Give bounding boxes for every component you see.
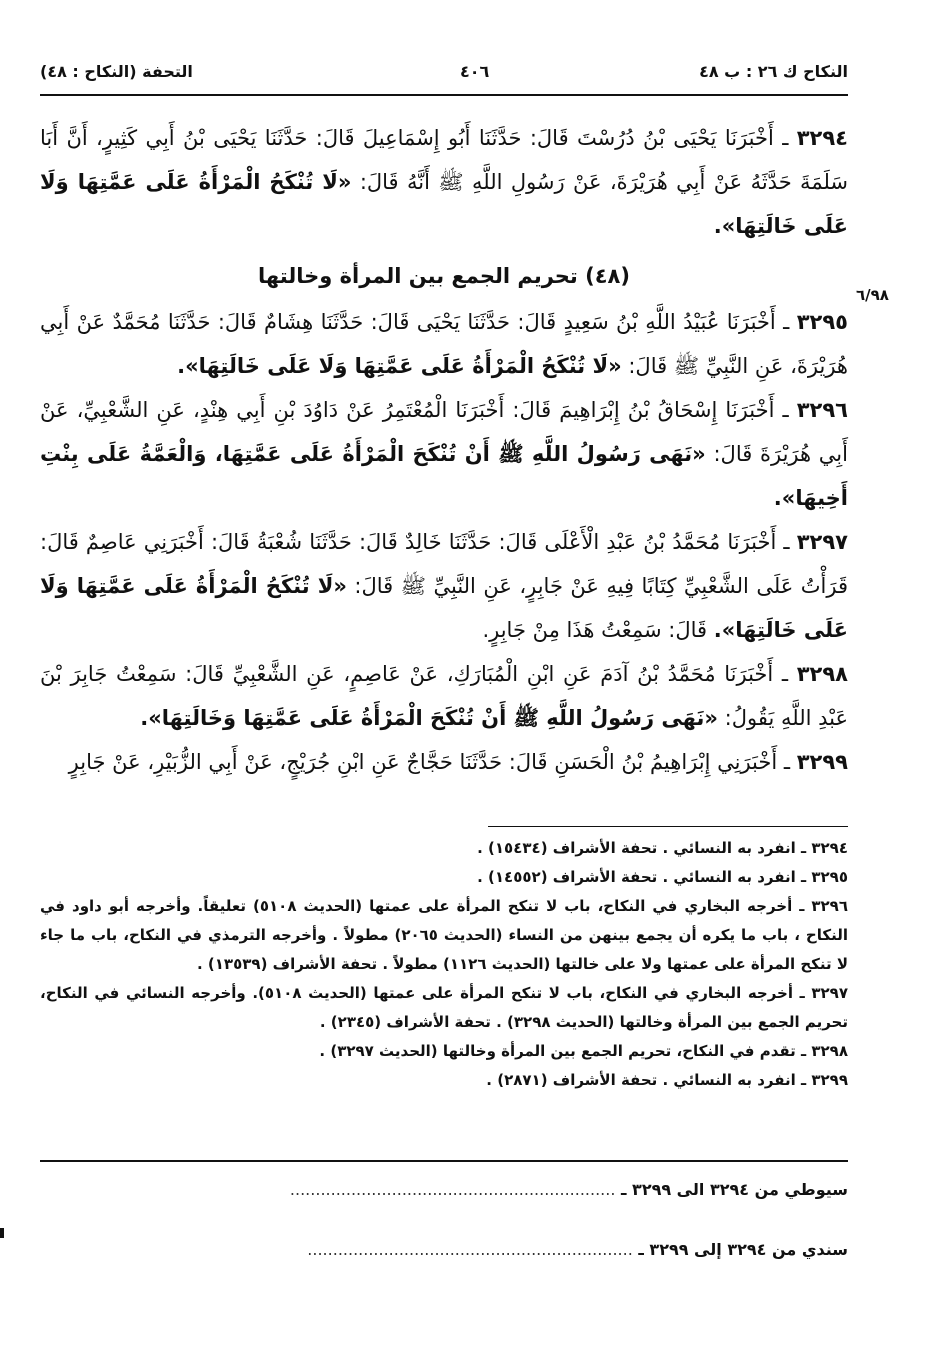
hadith-matn: «نَهَى رَسُولُ اللَّهِ ﷺ أَنْ تُنْكَحَ الْمَرْأَةُ عَلَى عَمَّتِهَا، وَالْعَمَّةُ عَلَى بِنْتِ أَخِيهَا». [40, 442, 848, 510]
hadith-number: ٣٢٩٧ [796, 530, 848, 554]
footnote: ٣٢٩٧ ـ أخرجه البخاري في النكاح، باب لا تنكح المرأة على عمتها (الحديث ٥١٠٨). وأخرجه النسائي في النكاح، تحريم الجمع بين المرأة وخالتها (الحديث ٣٢٩٨) . تحفة الأشراف (٢٣٤٥) . [40, 984, 848, 1031]
hadith-number: ٣٢٩٨ [796, 662, 848, 686]
footnote-rule [488, 826, 848, 827]
hadith-tail: قَالَ: سَمِعْتُ هَذَا مِنْ جَابِرٍ. [482, 618, 708, 642]
header-rule [40, 94, 848, 96]
hadith-sanad: أَخْبَرَنَا إِسْحَاقُ بْنُ إِبْرَاهِيمَ قَالَ: أَخْبَرَنَا الْمُعْتَمِرُ عَنْ دَاوُدَ بْنِ أَبِي هِنْدٍ، عَنِ الشَّعْبِيِّ، عَنْ أَبِي هُرَيْرَةَ قَالَ: [40, 398, 848, 466]
commentary-references [40, 1180, 848, 1300]
page-header [40, 60, 848, 88]
reference-line-suyuti [40, 1180, 848, 1208]
hadith-entry: ٣٢٩٥ ـ أَخْبَرَنَا عُبَيْدُ اللَّهِ بْنُ سَعِيدٍ قَالَ: حَدَّثَنَا يَحْيَى قَالَ: حَدَّثَنَا هِشَامٌ قَالَ: حَدَّثَنَا مُحَمَّدٌ عَنْ أَبِي هُرَيْرَةَ، عَنِ النَّبِيِّ ﷺ قَالَ: «لَا تُنْكَحُ الْمَرْأَةُ عَلَى عَمَّتِهَا وَلَا عَلَى خَالَتِهَا». [40, 310, 848, 378]
footnote: ٣٢٩٩ ـ انفرد به النسائي . تحفة الأشراف (٢٨٧١) . [486, 1071, 848, 1089]
margin-note: ٦/٩٨ [856, 286, 889, 304]
hadith-sanad: أَخْبَرَنَا مُحَمَّدُ بْنُ آدَمَ عَنِ ابْنِ الْمُبَارَكِ، عَنْ عَاصِمٍ، عَنِ الشَّعْبِيِّ قَالَ: سَمِعْتُ جَابِرَ بْنَ عَبْدِ اللَّهِ يَقُولُ: [40, 662, 848, 730]
hadith-sanad: أَخْبَرَنَا يَحْيَى بْنُ دُرُسْتَ قَالَ: حَدَّثَنَا أَبُو إِسْمَاعِيلَ قَالَ: حَدَّثَنَا يَحْيَى بْنُ أَبِي كَثِيرٍ، أَنَّ أَبَا سَلَمَةَ حَدَّثَهُ عَنْ أَبِي هُرَيْرَةَ، عَنْ رَسُولِ اللَّهِ ﷺ أَنَّهُ قَالَ: [40, 126, 849, 194]
hadith-entry: ٣٢٩٩ ـ أَخْبَرَنِي إِبْرَاهِيمُ بْنُ الْحَسَنِ قَالَ: حَدَّثَنَا حَجَّاجٌ عَنِ ابْنِ جُرَيْجٍ، عَنْ أَبِي الزُّبَيْرِ، عَنْ جَابِرٍ [68, 750, 848, 774]
reference-dots: ................................................................ [289, 1180, 616, 1199]
section-heading: (٤٨) تحريم الجمع بين المرأة وخالتها [258, 264, 630, 288]
hadith-number: ٣٢٩٩ [796, 750, 848, 774]
hadith-number: ٣٢٩٤ [796, 126, 848, 150]
header-tuhfa: التحفة (النكاح : ٤٨) [40, 62, 193, 81]
main-text [40, 116, 848, 784]
hadith-entry: ٣٢٩٤ ـ أَخْبَرَنَا يَحْيَى بْنُ دُرُسْتَ قَالَ: حَدَّثَنَا أَبُو إِسْمَاعِيلَ قَالَ: حَدَّثَنَا يَحْيَى بْنُ أَبِي كَثِيرٍ، أَنَّ أَبَا سَلَمَةَ حَدَّثَهُ عَنْ أَبِي هُرَيْرَةَ، عَنْ رَسُولِ اللَّهِ ﷺ أَنَّهُ قَالَ: «لَا تُنْكَحُ الْمَرْأَةُ عَلَى عَمَّتِهَا وَلَا عَلَى خَالَتِهَا». [40, 126, 849, 238]
reference-line-sindi [40, 1240, 848, 1268]
hadith-number: ٣٢٩٥ [796, 310, 848, 334]
page-number: ٤٠٦ [460, 62, 490, 81]
reference-label: سندي من ٣٢٩٤ إلى ٣٢٩٩ ـ [638, 1240, 848, 1259]
header-chapter: النكاح ك ٢٦ : ب ٤٨ [699, 62, 848, 81]
hadith-sanad: أَخْبَرَنِي إِبْرَاهِيمُ بْنُ الْحَسَنِ قَالَ: حَدَّثَنَا حَجَّاجٌ عَنِ ابْنِ جُرَيْجٍ، عَنْ أَبِي الزُّبَيْرِ، عَنْ جَابِرٍ [68, 750, 778, 774]
reference-label: سيوطي من ٣٢٩٤ الى ٣٢٩٩ ـ [621, 1180, 848, 1199]
hadith-sanad: أَخْبَرَنَا مُحَمَّدُ بْنُ عَبْدِ الْأَعْلَى قَالَ: حَدَّثَنَا خَالِدٌ قَالَ: حَدَّثَنَا شُعْبَةُ قَالَ: أَخْبَرَنِي عَاصِمٌ قَالَ: قَرَأْتُ عَلَى الشَّعْبِيِّ كِتَابًا فِيهِ عَنْ جَابِرٍ، عَنِ النَّبِيِّ ﷺ قَالَ: [40, 530, 848, 598]
scan-mark [0, 1228, 4, 1238]
footnote: ٣٢٩٥ ـ انفرد به النسائي . تحفة الأشراف (١٤٥٥٢) . [477, 868, 848, 886]
hadith-matn: «لَا تُنْكَحُ الْمَرْأَةُ عَلَى عَمَّتِهَا وَلَا عَلَى خَالَتِهَا». [40, 170, 848, 238]
hadith-entry: ٣٢٩٨ ـ أَخْبَرَنَا مُحَمَّدُ بْنُ آدَمَ عَنِ ابْنِ الْمُبَارَكِ، عَنْ عَاصِمٍ، عَنِ الشَّعْبِيِّ قَالَ: سَمِعْتُ جَابِرَ بْنَ عَبْدِ اللَّهِ يَقُولُ: «نَهَى رَسُولُ اللَّهِ ﷺ أَنْ تُنْكَحَ الْمَرْأَةُ عَلَى عَمَّتِهَا وَخَالَتِهَا». [40, 662, 848, 730]
footnote: ٣٢٩٦ ـ أخرجه البخاري في النكاح، باب لا تنكح المرأة على عمتها (الحديث ٥١٠٨) تعليقاً. وأخرجه أبو داود في النكاح ، باب ما يكره أن يجمع بينهن من النساء (الحديث ٢٠٦٥) مطولاً . وأخرجه الترمذي في النكاح، باب ما جاء لا تنكح المرأة على عمتها ولا على خالتها (الحديث ١١٢٦) مطولاً . تحفة الأشراف (١٣٥٣٩) . [40, 897, 848, 973]
footnote: ٣٢٩٤ ـ انفرد به النسائي . تحفة الأشراف (١٥٤٣٤) . [477, 839, 848, 857]
reference-dots: ................................................................ [307, 1240, 633, 1259]
footnotes [40, 834, 848, 1095]
bottom-rule [40, 1160, 848, 1162]
hadith-entry: ٣٢٩٦ ـ أَخْبَرَنَا إِسْحَاقُ بْنُ إِبْرَاهِيمَ قَالَ: أَخْبَرَنَا الْمُعْتَمِرُ عَنْ دَاوُدَ بْنِ أَبِي هِنْدٍ، عَنِ الشَّعْبِيِّ، عَنْ أَبِي هُرَيْرَةَ قَالَ: «نَهَى رَسُولُ اللَّهِ ﷺ أَنْ تُنْكَحَ الْمَرْأَةُ عَلَى عَمَّتِهَا، وَالْعَمَّةُ عَلَى بِنْتِ أَخِيهَا». [40, 398, 848, 510]
hadith-matn: «لَا تُنْكَحُ الْمَرْأَةُ عَلَى عَمَّتِهَا وَلَا عَلَى خَالَتِهَا». [177, 354, 622, 378]
footnote: ٣٢٩٨ ـ تقدم في النكاح، تحريم الجمع بين المرأة وخالتها (الحديث ٣٢٩٧) . [319, 1042, 848, 1060]
hadith-matn: «لَا تُنْكَحُ الْمَرْأَةُ عَلَى عَمَّتِهَا وَلَا عَلَى خَالَتِهَا». [40, 574, 848, 642]
hadith-entry: ٣٢٩٧ ـ أَخْبَرَنَا مُحَمَّدُ بْنُ عَبْدِ الْأَعْلَى قَالَ: حَدَّثَنَا خَالِدٌ قَالَ: حَدَّثَنَا شُعْبَةُ قَالَ: أَخْبَرَنِي عَاصِمٌ قَالَ: قَرَأْتُ عَلَى الشَّعْبِيِّ كِتَابًا فِيهِ عَنْ جَابِرٍ، عَنِ النَّبِيِّ ﷺ قَالَ: «لَا تُنْكَحُ الْمَرْأَةُ عَلَى عَمَّتِهَا وَلَا عَلَى خَالَتِهَا». قَالَ: سَمِعْتُ هَذَا مِنْ جَابِرٍ. [40, 530, 848, 642]
hadith-sanad: أَخْبَرَنَا عُبَيْدُ اللَّهِ بْنُ سَعِيدٍ قَالَ: حَدَّثَنَا يَحْيَى قَالَ: حَدَّثَنَا هِشَامٌ قَالَ: حَدَّثَنَا مُحَمَّدٌ عَنْ أَبِي هُرَيْرَةَ، عَنِ النَّبِيِّ ﷺ قَالَ: [40, 310, 848, 378]
hadith-matn: «نَهَى رَسُولُ اللَّهِ ﷺ أَنْ تُنْكَحَ الْمَرْأَةُ عَلَى عَمَّتِهَا وَخَالَتِهَا». [140, 706, 718, 730]
hadith-number: ٣٢٩٦ [796, 398, 848, 422]
